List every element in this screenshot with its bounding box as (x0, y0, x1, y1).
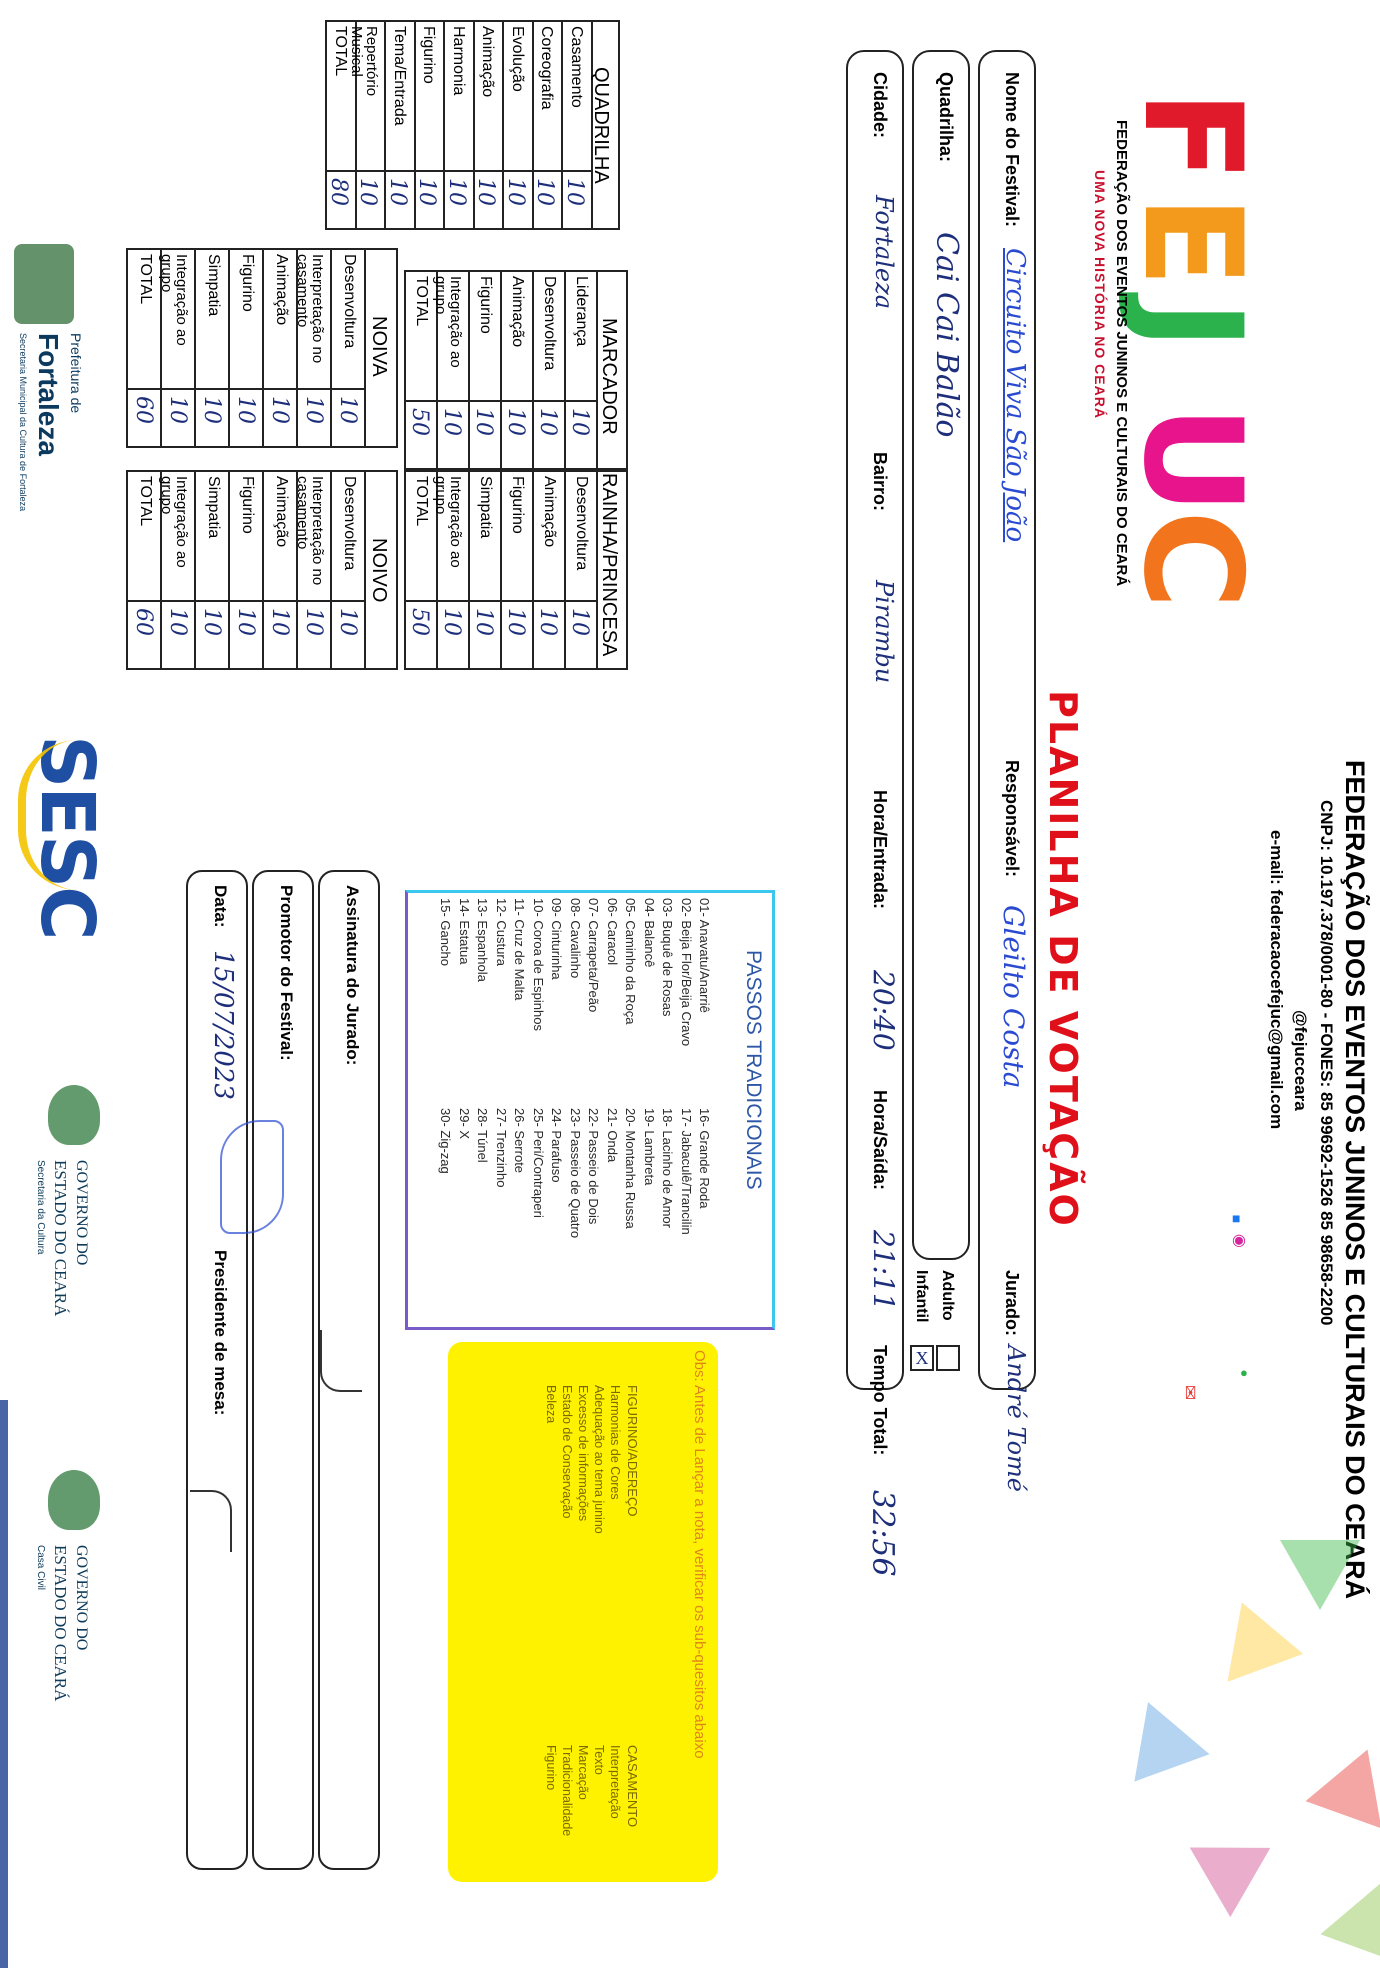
noiva-row-score[interactable]: 10 (233, 396, 258, 424)
quadrilha-row-score[interactable]: 80 (325, 178, 351, 206)
facebook-icon: ■ (1232, 1212, 1241, 1227)
rainha-row-score[interactable]: 10 (567, 608, 592, 636)
rainha-title: RAINHA/PRINCESA (598, 472, 620, 656)
noiva-row-score[interactable]: 10 (267, 396, 292, 424)
adulto-label: Adulto (939, 1270, 956, 1321)
passo-item: 17- Jabaculê/Trancilin (678, 1108, 694, 1235)
prefeitura-name: Fortaleza (33, 333, 64, 456)
tagline: UMA NOVA HISTÓRIA NO CEARÁ (1092, 170, 1108, 419)
infantil-checkbox[interactable]: X (910, 1345, 934, 1371)
logo-letter-e: E (1114, 195, 1271, 288)
noiva-row-label: Desenvoltura (341, 254, 358, 349)
sesc-logo: SESC (24, 735, 110, 939)
noivo-row-score[interactable]: 10 (301, 608, 326, 636)
marcador-row-divider (500, 270, 502, 470)
passo-item: 06- Caracol (604, 898, 620, 966)
bairro-value[interactable]: Pirambu (870, 580, 898, 684)
noivo-row-divider (228, 470, 230, 670)
passo-item: 22- Passeio de Dois (586, 1108, 601, 1225)
noiva-row-score[interactable]: 10 (165, 396, 190, 424)
presidente-signature[interactable] (190, 1490, 232, 1552)
rainha-row-label: Simpatia (477, 476, 494, 539)
marcador-row-score[interactable]: 10 (439, 408, 464, 436)
jurado-sign-label: Assinatura do Jurado: (343, 885, 362, 1066)
passo-item: 16- Grande Roda (697, 1108, 712, 1209)
quadrilha-row-score[interactable]: 10 (384, 178, 410, 206)
obs-item: Excesso de informações (576, 1385, 590, 1522)
festival-label: Nome do Festival: (1002, 72, 1022, 228)
obs-item: Marcação (576, 1745, 590, 1800)
noiva-row-score[interactable]: 10 (301, 396, 326, 424)
prefeitura-top: Prefeitura de (68, 333, 84, 414)
obs-item: Beleza (544, 1385, 558, 1424)
noiva-row-score[interactable]: 60 (131, 396, 156, 424)
noivo-row-label: TOTAL (137, 476, 154, 527)
passo-item: 14- Estatua (456, 898, 472, 965)
passo-item: 13- Espanhola (475, 898, 490, 982)
obs-col2-title: CASAMENTO (625, 1745, 640, 1828)
quadrilha-row-score[interactable]: 10 (355, 178, 380, 206)
bunting-flag (1170, 1813, 1271, 1917)
hora-saida-value[interactable]: 21:11 (867, 1230, 900, 1311)
marcador-row-label: TOTAL (413, 276, 430, 327)
logo-letter-u: U (1114, 405, 1271, 515)
rainha-row-divider (532, 470, 534, 670)
noiva-row-label-2: grupo (158, 254, 175, 293)
noivo-row-label: Desenvoltura (341, 476, 358, 571)
rainha-row-label: Figurino (509, 476, 526, 534)
obs-item: Adequação ao tema junino (592, 1385, 606, 1534)
noivo-row-label: Simpatia (205, 476, 222, 539)
passo-item: 20- Montanha Russa (623, 1108, 638, 1229)
noiva-row-label: Figurino (239, 254, 256, 312)
marcador-title: MARCADOR (598, 318, 620, 435)
cidade-value[interactable]: Fortaleza (870, 195, 898, 310)
noivo-row-score[interactable]: 10 (233, 608, 258, 636)
gov1-line2: ESTADO DO CEARÁ (51, 1160, 70, 1317)
noiva-row-label-2: casamento (294, 254, 311, 328)
passo-item: 01- Anavatu/Anarriê (697, 898, 712, 1013)
obs-item: Harmonias de Cores (608, 1385, 622, 1500)
whatsapp-icon: ● (1240, 1365, 1248, 1380)
noivo-row-score[interactable]: 10 (267, 608, 292, 636)
noivo-row-score[interactable]: 10 (335, 608, 360, 636)
hora-entrada-value[interactable]: 20:40 (867, 970, 900, 1051)
noiva-row-divider (262, 248, 264, 448)
presidente-label: Presidente de mesa: (211, 1250, 230, 1416)
marcador-row-label-2: grupo (432, 276, 449, 315)
passo-item: 21- Onda (604, 1108, 620, 1163)
noivo-title: NOIVO (368, 537, 390, 602)
passo-item: 03- Buquê de Rosas (660, 898, 675, 1017)
instagram-handle: @fejucceara (1291, 1010, 1310, 1111)
hora-entrada-label: Hora/Entrada: (870, 790, 890, 910)
marcador-row-score[interactable]: 50 (407, 408, 432, 436)
rainha-row-score[interactable]: 10 (471, 608, 496, 636)
quadrilha-label: Quadrilha: (936, 72, 956, 163)
noivo-row-score[interactable]: 10 (165, 608, 190, 636)
prefeitura-sub: Secretaria Municipal da Cultura de Fortaleza (18, 333, 28, 512)
quadrilha-row-label-2: Musical (348, 26, 365, 77)
obs-col1-title: FIGURINO/ADEREÇO (625, 1385, 640, 1517)
passo-item: 27- Trenzinho (493, 1108, 509, 1188)
rainha-row-label: Integração ao (447, 476, 464, 568)
adulto-checkbox[interactable] (936, 1345, 960, 1371)
gov2-line2: ESTADO DO CEARÁ (51, 1545, 70, 1702)
quadrilha-row-label: Animação (479, 26, 496, 98)
sheet-title: PLANILHA DE VOTAÇÃO (1041, 690, 1085, 1228)
noiva-row-label: Animação (273, 254, 290, 326)
noiva-row-score[interactable]: 10 (199, 396, 224, 424)
gov2-sub: Casa Civil (35, 1545, 46, 1591)
noiva-row-divider (228, 248, 230, 448)
passo-item: 30- Zig-zag (438, 1108, 453, 1174)
obs-item: Tradicionalidade (560, 1745, 574, 1837)
noivo-row-label: Integração ao (173, 476, 190, 568)
rainha-row-score[interactable]: 50 (407, 608, 432, 636)
quadrilha-row-label: Repertório (363, 26, 380, 97)
marcador-row-label: Liderança (573, 276, 590, 347)
noiva-row-label: Simpatia (205, 254, 222, 317)
festival-value[interactable]: Circuito Viva São João (1000, 248, 1030, 543)
quadrilha-row-label: TOTAL (331, 26, 349, 77)
noiva-row-label: Integração ao (173, 254, 190, 346)
obs-item: Figurino (544, 1745, 558, 1791)
noivo-row-divider (330, 470, 332, 670)
bunting-flag (1299, 1750, 1380, 1841)
passo-item: 18- Lacinho de Amor (660, 1108, 675, 1228)
noivo-row-label: Animação (273, 476, 290, 548)
rainha-row-label: TOTAL (413, 476, 430, 527)
jurado-label: Jurado: (1002, 1270, 1022, 1337)
passo-item: 23- Passeio de Quatro (567, 1108, 583, 1239)
obs-heading: Obs: Antes de Lançar a nota, verificar os sub-quesitos abaixo (691, 1350, 708, 1759)
noiva-title: NOIVA (368, 315, 390, 377)
quadrilha-row-score[interactable]: 10 (414, 178, 439, 206)
quadrilha-row-label: Casamento (567, 26, 585, 108)
rainha-row-label: Desenvoltura (573, 476, 590, 571)
noiva-row-divider (194, 248, 196, 448)
infantil-label: Infantil (913, 1270, 930, 1323)
passo-item: 28- Túnel (475, 1108, 490, 1163)
passo-item: 10- Coroa de Espinhos (530, 898, 546, 1031)
rainha-row-label: Animação (541, 476, 558, 548)
marcador-row-label: Animação (509, 276, 526, 348)
bunting-flag (1197, 1602, 1303, 1707)
passo-item: 19- Lambreta (641, 1108, 657, 1186)
noivo-row-score[interactable]: 60 (131, 608, 156, 636)
noivo-row-label-2: grupo (158, 476, 175, 515)
quadrilha-row-score[interactable]: 10 (443, 178, 469, 206)
quadrilha-row-score[interactable]: 10 (561, 178, 587, 206)
quadrilha-row-score[interactable]: 10 (473, 178, 498, 206)
hora-saida-label: Hora/Saída: (870, 1090, 890, 1191)
gov2-crest-icon (48, 1470, 100, 1530)
noivo-row-divider (262, 470, 264, 670)
passo-item: 25- Peri/Contraperi (530, 1108, 546, 1218)
sesc-arc-icon (18, 740, 121, 890)
passo-item: 04- Balancê (641, 898, 657, 968)
promotor-sign-label: Promotor do Festival: (277, 885, 296, 1061)
federation-line: FEDERAÇÃO DOS EVENTOS JUNINOS E CULTURAIS DO CEARÁ (1113, 120, 1130, 587)
quadrilha-value[interactable]: Cai Cai Balão (929, 232, 964, 438)
logo-letter-j: J (1114, 300, 1271, 351)
data-value[interactable]: 15/07/2023 (208, 950, 238, 1100)
quadrilha-value-divider (325, 170, 591, 172)
marcador-row-label: Desenvoltura (541, 276, 558, 371)
org-name: FEDERAÇÃO DOS EVENTOS JUNINOS E CULTURAIS DO CEARÁ (1340, 760, 1370, 1600)
responsavel-label: Responsável: (1002, 760, 1022, 878)
marcador-row-score[interactable]: 10 (535, 408, 560, 436)
quadrilha-row-score[interactable]: 10 (502, 178, 528, 206)
logo-letter-c: C (1114, 510, 1271, 610)
marcador-row-score[interactable]: 10 (567, 408, 592, 436)
obs-item: Texto (592, 1745, 606, 1775)
rainha-row-label-2: grupo (432, 476, 449, 515)
obs-item: Interpretação (608, 1745, 622, 1819)
quadrilha-row-label: Figurino (420, 26, 437, 84)
rainha-row-score[interactable]: 10 (535, 608, 560, 636)
mail-icon: ✉ (1180, 1385, 1200, 1401)
noivo-row-divider (194, 470, 196, 670)
obs-item: Estado de Conservação (560, 1385, 574, 1519)
instagram-icon: ◉ (1232, 1232, 1246, 1249)
quadrilha-row-score[interactable]: 10 (532, 178, 557, 206)
marcador-row-divider (532, 270, 534, 470)
cnpj-fones: CNPJ: 10.197.378/0001-80 - FONES: 85 99692-1526 85 98658-2200 (1317, 800, 1336, 1326)
marcador-row-divider (564, 270, 566, 470)
rainha-row-divider (468, 470, 470, 670)
quadrilha-row-label: Tema/Entrada (390, 26, 408, 126)
noiva-row-divider (330, 248, 332, 448)
jurado-signature[interactable] (320, 1330, 362, 1392)
rainha-row-score[interactable]: 10 (503, 608, 528, 636)
quadrilha-row-label: Harmonia (449, 26, 467, 96)
marcador-row-divider (468, 270, 470, 470)
bunting-flag (1110, 1688, 1209, 1781)
quadrilha-row-label: Evolução (508, 26, 526, 92)
passo-item: 07- Carrapeta/Peão (586, 898, 601, 1013)
gov1-line1: GOVERNO DO (73, 1160, 90, 1266)
email-text: e-mail: federacaocefejuc@gmail.com (1267, 830, 1286, 1130)
noivo-row-label: Interpretação no (309, 476, 326, 586)
bunting-flag (1280, 1540, 1360, 1610)
prefeitura-crest-icon (14, 244, 74, 324)
noiva-row-label: Interpretação no (309, 254, 326, 364)
passo-item: 26- Serrote (512, 1108, 527, 1174)
passo-item: 09- Cinturinha (549, 898, 564, 980)
marcador-row-label: Integração ao (447, 276, 464, 368)
logo-letter-f: F (1114, 90, 1271, 183)
bunting-flag (1320, 1868, 1380, 1961)
passo-item: 05- Caminho da Roça (623, 898, 638, 1025)
promotor-signature[interactable] (220, 1120, 284, 1234)
passo-item: 29- X (456, 1108, 472, 1140)
responsavel-value[interactable]: Gleilto Costa (997, 905, 1030, 1089)
noivo-row-score[interactable]: 10 (199, 608, 224, 636)
passos-title: PASSOS TRADICIONAIS (742, 950, 765, 1190)
passo-item: 02- Beija Flor/Beija Cravo (678, 898, 694, 1047)
rainha-row-divider (564, 470, 566, 670)
gov2-line1: GOVERNO DO (73, 1545, 90, 1651)
gov1-crest-icon (48, 1085, 100, 1145)
noivo-row-label-2: casamento (294, 476, 311, 550)
passo-item: 08- Cavalinho (567, 898, 583, 979)
rainha-row-score[interactable]: 10 (439, 608, 464, 636)
bairro-label: Bairro: (870, 452, 890, 512)
cidade-label: Cidade: (870, 72, 890, 139)
left-edge-band (0, 1400, 8, 1968)
noivo-row-label: Figurino (239, 476, 256, 534)
tempo-total-label: Tempo Total: (870, 1345, 890, 1456)
noiva-row-label: TOTAL (137, 254, 154, 305)
quadrilha-title: QUADRILHA (590, 66, 612, 184)
quadrilha-row-label: Coreografia (538, 26, 555, 110)
noivo-title-divider (364, 470, 366, 670)
tempo-total-value[interactable]: 32:56 (865, 1490, 900, 1577)
data-label: Data: (211, 885, 230, 928)
passo-item: 11- Cruz de Malta (512, 898, 527, 1001)
marcador-row-score[interactable]: 10 (471, 408, 496, 436)
passo-item: 24- Parafuso (549, 1108, 564, 1183)
passo-item: 15- Gancho (438, 898, 453, 966)
rainha-row-divider (500, 470, 502, 670)
jurado-value[interactable]: André Tomé (1002, 1345, 1030, 1493)
passo-item: 12- Custura (493, 898, 509, 966)
marcador-row-label: Figurino (477, 276, 494, 334)
noiva-title-divider (364, 248, 366, 448)
marcador-row-score[interactable]: 10 (503, 408, 528, 436)
noiva-row-score[interactable]: 10 (335, 396, 360, 424)
gov1-sub: Secretaria da Cultura (35, 1160, 46, 1255)
